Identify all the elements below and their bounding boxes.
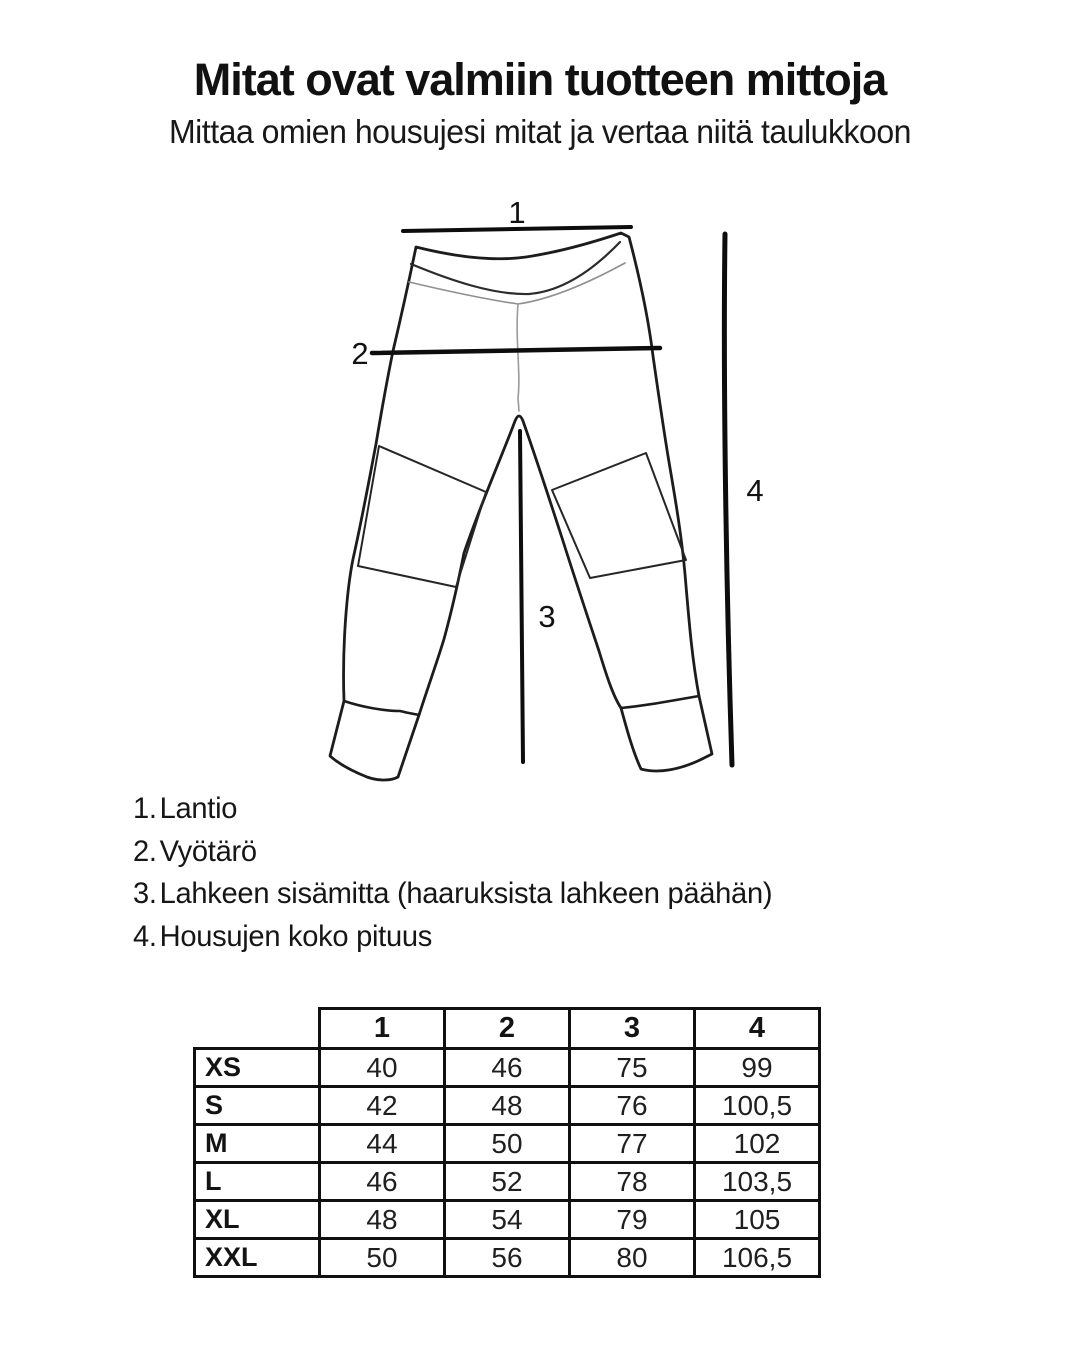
size-value-cell: 78: [570, 1163, 695, 1201]
size-value-cell: 76: [570, 1087, 695, 1125]
size-value-cell: 50: [445, 1125, 570, 1163]
row-size-label: S: [195, 1087, 320, 1125]
size-value-cell: 75: [570, 1049, 695, 1087]
legend-item: [133, 831, 772, 874]
table-row: [195, 1163, 820, 1201]
legend-item-number: 2.: [133, 834, 157, 868]
table-row: [195, 1049, 820, 1087]
size-value-cell: 52: [445, 1163, 570, 1201]
legend-item-label: Housujen koko pituus: [159, 919, 433, 953]
pants-diagram: [300, 190, 780, 790]
size-value-cell: 105: [695, 1201, 820, 1239]
legend-item: [133, 873, 772, 916]
size-value-cell: 100,5: [695, 1087, 820, 1125]
size-value-cell: 54: [445, 1201, 570, 1239]
measure-label-1: 1: [508, 195, 526, 230]
measure-label-3: 3: [538, 599, 556, 634]
measure-line-3: [520, 431, 523, 762]
table-row: [195, 1239, 820, 1277]
size-value-cell: 102: [695, 1125, 820, 1163]
table-header-row: [195, 1009, 820, 1049]
size-value-cell: 56: [445, 1239, 570, 1277]
size-value-cell: 44: [320, 1125, 445, 1163]
legend-item-number: 1.: [133, 792, 157, 825]
size-value-cell: 48: [445, 1087, 570, 1125]
legend-item: [133, 788, 772, 831]
size-value-cell: 99: [695, 1049, 820, 1087]
legend-item-label: Vyötärö: [159, 834, 257, 868]
size-table: [193, 1007, 821, 1278]
measure-line-4: [724, 234, 732, 765]
row-size-label: M: [195, 1125, 320, 1163]
measurement-legend: [133, 788, 792, 958]
size-value-cell: 77: [570, 1125, 695, 1163]
table-row: [195, 1125, 820, 1163]
row-size-label: XXL: [195, 1239, 320, 1277]
table-header-blank: [195, 1009, 320, 1049]
legend-item-label: Lahkeen sisämitta (haaruksista lahkeen päähän): [159, 877, 773, 910]
row-size-label: L: [195, 1163, 320, 1201]
size-value-cell: 103,5: [695, 1163, 820, 1201]
size-value-cell: 46: [320, 1163, 445, 1201]
measure-label-2: 2: [351, 336, 369, 371]
legend-item-number: 4.: [133, 919, 157, 953]
size-value-cell: 50: [320, 1239, 445, 1277]
size-value-cell: 42: [320, 1087, 445, 1125]
size-value-cell: 106,5: [695, 1239, 820, 1277]
row-size-label: XL: [195, 1201, 320, 1239]
size-value-cell: 80: [570, 1239, 695, 1277]
size-value-cell: 79: [570, 1201, 695, 1239]
table-row: [195, 1087, 820, 1125]
row-size-label: XS: [195, 1049, 320, 1087]
page-title: Mitat ovat valmiin tuotteen mittoja: [193, 54, 887, 105]
measure-label-4: 4: [746, 473, 764, 508]
size-value-cell: 48: [320, 1201, 445, 1239]
column-header: 2: [445, 1009, 570, 1049]
size-value-cell: 46: [445, 1049, 570, 1087]
legend-item-number: 3.: [133, 877, 157, 910]
page-subtitle: Mittaa omien housujesi mitat ja vertaa niitä taulukkoon: [169, 113, 911, 150]
column-header: 4: [695, 1009, 820, 1049]
column-header: 3: [570, 1009, 695, 1049]
legend-item-label: Lantio: [159, 792, 238, 825]
size-value-cell: 40: [320, 1049, 445, 1087]
column-header: 1: [320, 1009, 445, 1049]
table-row: [195, 1201, 820, 1239]
legend-item: [133, 916, 772, 959]
